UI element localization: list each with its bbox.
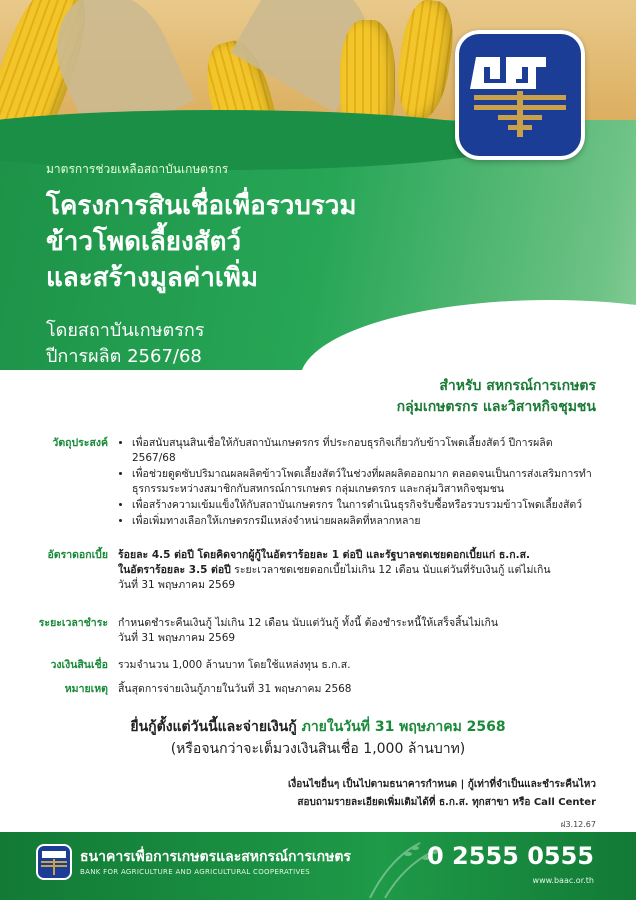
bank-name-en: BANK FOR AGRICULTURE AND AGRICULTURAL COOPERATIVES: [80, 868, 311, 876]
interest-line: [118, 563, 598, 578]
interest-rate-text: ในอัตราร้อยละ 3.5 ต่อปี: [118, 564, 231, 576]
interest-line: วันที่ 31 พฤษภาคม 2569: [118, 579, 236, 591]
objective-item: • เพื่อสนับสนุนสินเชื่อให้กับสถาบันเกษตรกร ที่ประกอบธุรกิจเกี่ยวกับข้าวโพดเลี้ยงสัตว์ ปีการผลิต 2567/68: [132, 436, 598, 466]
target-line: กลุ่มเกษตรกร และวิสาหกิจชุมชน: [396, 399, 596, 415]
corn-cob: [392, 0, 458, 123]
document-code: ฝ3.12.67: [560, 820, 596, 829]
footer: [0, 832, 636, 900]
objective-item: • เพื่อเพิ่มทางเลือกให้เกษตรกรมีแหล่งจำหน่ายผลผลิตที่หลากหลาย: [132, 514, 598, 529]
repayment-line: กำหนดชำระคืนเงินกู้ ไม่เกิน 12 เดือน นับแต่วันกู้ ทั้งนี้ ต้องชำระหนี้ให้เสร็จสิ้นไม่เกิน: [118, 617, 499, 629]
program-subtitle: มาตรการช่วยเหลือสถาบันเกษตรกร: [46, 162, 229, 176]
deadline-note: (หรือจนกว่าจะเต็มวงเงินสินเชื่อ 1,000 ล้านบาท): [170, 741, 466, 757]
deadline-block: [0, 716, 636, 760]
conditions-block: [288, 776, 596, 812]
website-link[interactable]: www.baac.or.th: [532, 876, 594, 885]
deadline-date: ภายในวันที่ 31 พฤษภาคม 2568: [301, 719, 506, 735]
interest-label: อัตราดอกเบี้ย: [47, 549, 108, 561]
note-label: หมายเหตุ: [64, 683, 108, 695]
baac-logo-icon: [455, 30, 585, 160]
credit-label: วงเงินสินเชื่อ: [50, 659, 108, 671]
credit-text: รวมจำนวน 1,000 ล้านบาท โดยใช้แหล่งทุน ธ.ก.ส.: [118, 659, 351, 671]
contact-line: สอบถามรายละเอียดเพิ่มเติมได้ที่ ธ.ก.ส. ทุกสาขา หรือ Call Center: [297, 797, 596, 808]
objective-item: • เพื่อสร้างความเข้มแข็งให้กับสถาบันเกษตรกร ในการดำเนินธุรกิจรับซื้อหรือรวบรวมข้าวโพดเลี้ยงสัตว์: [132, 498, 598, 513]
interest-period-text: ระยะเวลาชดเชยดอกเบี้ยไม่เกิน 12 เดือน นับแต่วันที่รับเงินกู้ แต่ไม่เกิน: [230, 564, 551, 576]
repayment-label: ระยะเวลาชำระ: [38, 617, 108, 629]
note-text: สิ้นสุดการจ่ายเงินกู้ภายในวันที่ 31 พฤษภาคม 2568: [118, 683, 352, 695]
title-line: และสร้างมูลค่าเพิ่ม: [46, 263, 259, 293]
baac-logo-icon: [36, 844, 72, 880]
deadline-line: [0, 716, 636, 738]
title-line: ข้าวโพดเลี้ยงสัตว์: [46, 227, 242, 257]
interest-line: ร้อยละ 4.5 ต่อปี โดยคิดจากผู้กู้ในอัตราร้อยละ 1 ต่อปี และรัฐบาลชดเชยดอกเบี้ยแก่ ธ.ก.ส.: [118, 549, 530, 561]
by-line: โดยสถาบันเกษตรกร: [46, 320, 205, 341]
call-center-phone[interactable]: 0 2555 0555: [426, 842, 594, 870]
target-line: สำหรับ สหกรณ์การเกษตร: [439, 378, 596, 394]
conditions-line: เงื่อนไขอื่นๆ เป็นไปตามธนาคารกำหนด | กู้เท่าที่จำเป็นและชำระคืนไหว: [287, 779, 596, 790]
target-audience: [397, 376, 596, 418]
bank-name-th: ธนาคารเพื่อการเกษตรและสหกรณ์การเกษตร: [80, 849, 351, 865]
repayment-line: วันที่ 31 พฤษภาคม 2569: [118, 632, 236, 644]
page-subheading: [46, 318, 204, 370]
deadline-text: ยื่นกู้ตั้งแต่วันนี้และจ่ายเงินกู้: [130, 719, 302, 735]
objectives-label: วัตถุประสงค์: [52, 437, 108, 449]
objective-item: • เพื่อช่วยดูดซับปริมาณผลผลิตข้าวโพดเลี้ยงสัตว์ในช่วงที่ผลผลิตออกมาก ตลอดจนเป็นการส่งเสริมการทำธุรกรรมระหว่างสมาชิกกับสหกรณ์การเกษตร กลุ่มเกษตรกร และกลุ่มวิสาหกิจชุมชน: [132, 467, 598, 497]
page-title: [46, 188, 357, 296]
title-line: โครงการสินเชื่อเพื่อรวบรวม: [46, 191, 357, 221]
year-line: ปีการผลิต 2567/68: [46, 346, 202, 367]
